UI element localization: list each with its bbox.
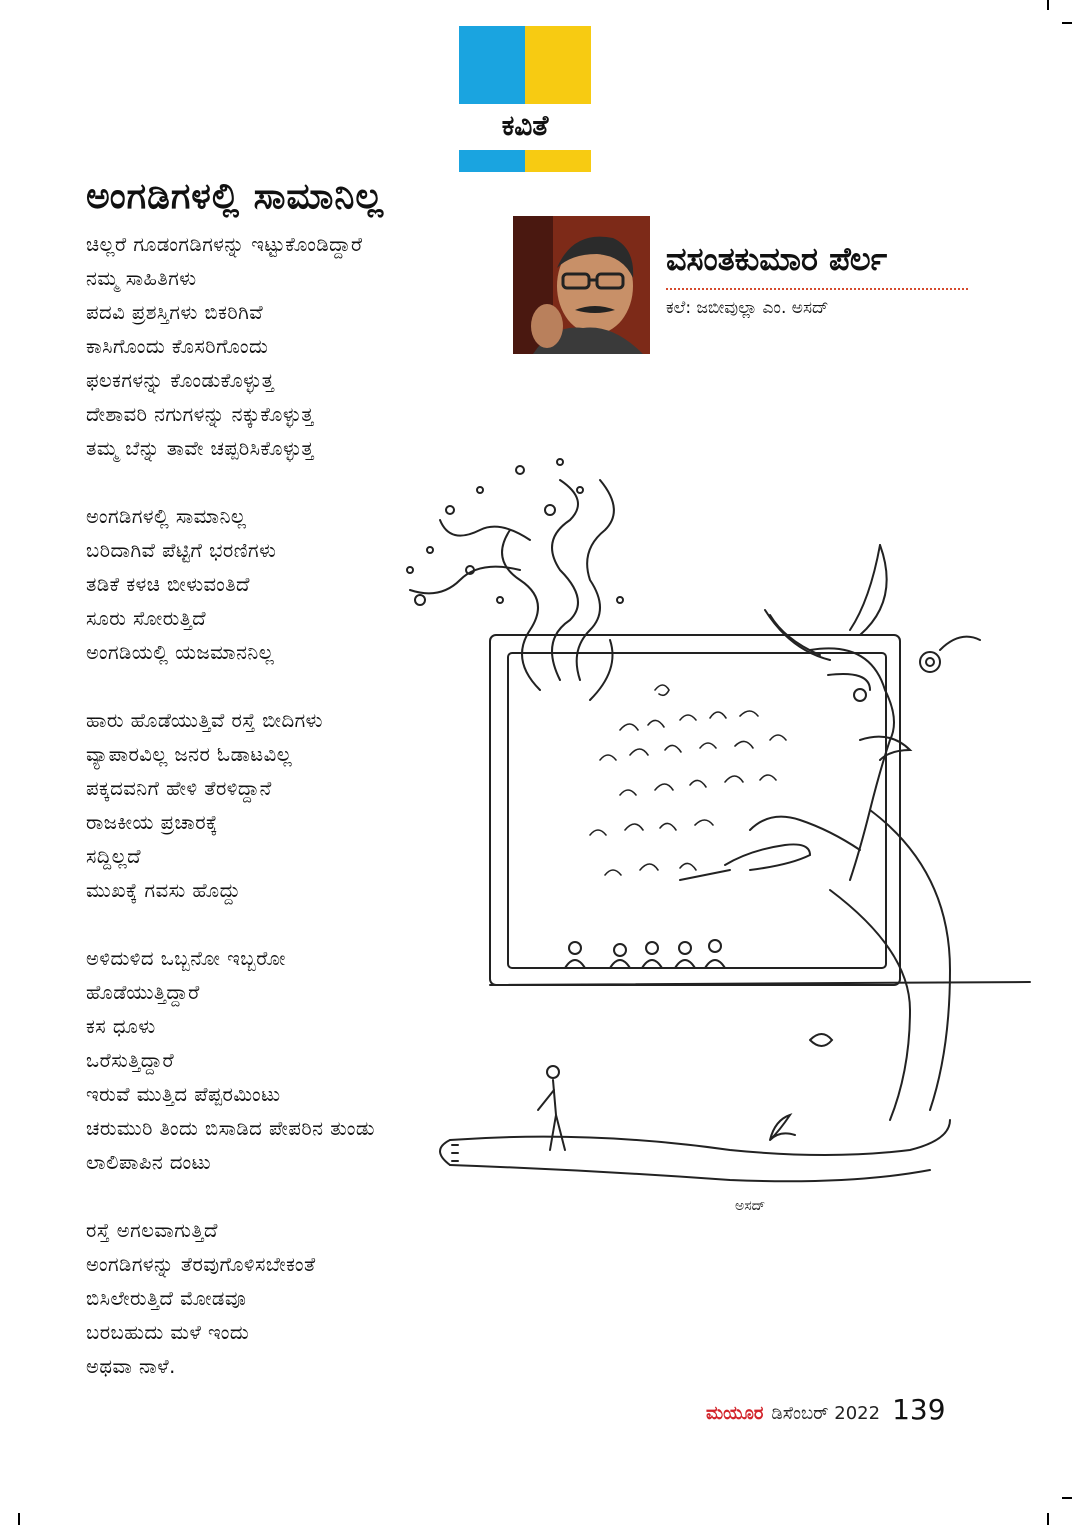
poem-line: ತಮ್ಮ ಬೆನ್ನು ತಾವೇ ಚಪ್ಪರಿಸಿಕೊಳ್ಳುತ್ತ <box>86 437 315 460</box>
poem-line: ಕಸ ಧೂಳು <box>86 1015 156 1038</box>
poem-illustration <box>390 450 1040 1250</box>
poem-line: ಚಿಲ್ಲರೆ ಗೂಡಂಗಡಿಗಳನ್ನು ಇಟ್ಟುಕೊಂಡಿದ್ದಾರೆ <box>86 233 363 256</box>
board-letters-icon <box>590 685 786 875</box>
issue-date: ಡಿಸೆಂಬರ್ 2022 <box>771 1403 881 1424</box>
poem-line: ವ್ಯಾಪಾರವಿಲ್ಲ ಜನರ ಓಡಾಟವಿಲ್ಲ <box>86 743 293 766</box>
crop-mark-top-right <box>1047 0 1049 10</box>
section-label: ಕವಿತೆ <box>501 109 549 142</box>
poem-line: ಅಥವಾ ನಾಳೆ. <box>86 1355 176 1378</box>
poem-line: ತಡಿಕೆ ಕಳಚಿ ಬೀಳುವಂತಿದೆ <box>86 573 250 596</box>
poem-line: ಪಕ್ಕದವನಿಗೆ ಹೇಳಿ ತೆರಳಿದ್ದಾನೆ <box>86 777 272 800</box>
magazine-logo: ಮಯೂರ <box>706 1403 764 1424</box>
badge-yellow-block <box>525 26 591 104</box>
poem-line: ಇರುವೆ ಮುತ್ತಿದ ಪೆಪ್ಪರಮಿಂಟು <box>86 1083 281 1106</box>
poem-line: ಲಾಲಿಪಾಪಿನ ದಂಟು <box>86 1151 212 1174</box>
poem-line: ಹೊಡೆಯುತ್ತಿದ್ದಾರೆ <box>86 981 200 1004</box>
poem-line: ಹಾರು ಹೊಡೆಯುತ್ತಿವೆ ರಸ್ತೆ ಬೀದಿಗಳು <box>86 709 323 732</box>
poem-line: ಬಿಸಿಲೇರುತ್ತಿದೆ ಮೋಡವೂ <box>86 1287 247 1310</box>
author-divider <box>666 288 968 290</box>
badge-yellow-strip <box>525 150 591 172</box>
badge-color-strip <box>459 150 591 172</box>
poem-line: ಅಂಗಡಿಯಲ್ಲಿ ಯಜಮಾನನಿಲ್ಲ <box>86 641 275 664</box>
sprout-icon <box>770 1115 795 1140</box>
page-number: 139 <box>892 1393 946 1426</box>
badge-blue-block <box>459 26 525 104</box>
illustrator-signature: ಅಸದ್ <box>735 1198 766 1214</box>
author-portrait-icon <box>513 216 650 354</box>
poem-line: ರಾಜಕೀಯ ಪ್ರಚಾರಕ್ಕೆ <box>86 811 218 834</box>
crop-mark-bottom-right <box>1047 1513 1049 1525</box>
poem-title: ಅಂಗಡಿಗಳಲ್ಲಿ ಸಾಮಾನಿಲ್ಲ <box>86 176 384 217</box>
poem-line: ಕಾಸಿಗೊಂದು ಕೊಸರಿಗೊಂದು <box>86 335 269 358</box>
poem-line: ದೇಶಾವರಿ ನಗುಗಳನ್ನು ನಕ್ಕುಕೊಳ್ಳುತ್ತ <box>86 403 314 426</box>
crowd-figures-icon <box>565 940 725 968</box>
poem-line: ಅಂಗಡಿಗಳನ್ನು ತೆರವುಗೊಳಿಸಬೇಕಂತೆ <box>86 1253 316 1276</box>
poem-line: ಅಳಿದುಳಿದ ಒಬ್ಬನೋ ಇಬ್ಬರೋ <box>86 947 286 970</box>
section-badge <box>459 26 591 172</box>
page-footer <box>706 1393 946 1426</box>
author-photo <box>513 216 650 354</box>
poem-line: ಪದವಿ ಪ್ರಶಸ್ತಿಗಳು ಬಿಕರಿಗಿವೆ <box>86 301 264 324</box>
crop-mark-right-bottom <box>1062 1497 1072 1499</box>
author-name: ವಸಂತಕುಮಾರ ಪೆರ್ಲ <box>666 240 888 278</box>
crop-mark-bottom-left <box>18 1513 20 1525</box>
poem-line: ಫಲಕಗಳನ್ನು ಕೊಂಡುಕೊಳ್ಳುತ್ತ <box>86 369 275 392</box>
board-frame-icon <box>490 635 1030 985</box>
poem-line: ಸದ್ದಿಲ್ಲದೆ <box>86 845 142 868</box>
poem-line: ಅಂಗಡಿಗಳಲ್ಲಿ ಸಾಮಾನಿಲ್ಲ <box>86 505 247 528</box>
poem-line: ಚರುಮುರಿ ತಿಂದು ಬಿಸಾಡಿದ ಪೇಪರಿನ ತುಂಡು <box>86 1117 375 1140</box>
poem-line: ರಸ್ತೆ ಅಗಲವಾಗುತ್ತಿದೆ <box>86 1219 218 1242</box>
poem-line: ಬರಬಹುದು ಮಳೆ ಇಂದು <box>86 1321 250 1344</box>
badge-color-blocks <box>459 26 591 104</box>
crop-mark-right-top <box>1062 22 1072 24</box>
badge-blue-strip <box>459 150 525 172</box>
poem-line: ಬರಿದಾಗಿವೆ ಪೆಟ್ಟಿಗೆ ಭರಣಿಗಳು <box>86 539 277 562</box>
stanza-1 <box>86 228 516 466</box>
poem-line: ಒರೆಸುತ್ತಿದ್ದಾರೆ <box>86 1049 175 1072</box>
poem-line: ನಮ್ಮ ಸಾಹಿತಿಗಳು <box>86 267 197 290</box>
poem-line: ಮುಖಕ್ಕೆ ಗವಸು ಹೊದ್ದು <box>86 879 241 902</box>
poem-line: ಸೂರು ಸೋರುತ್ತಿದೆ <box>86 607 207 630</box>
scribble-cloud-icon <box>407 459 623 700</box>
art-credit: ಕಲೆ: ಜಬೀವುಲ್ಲಾ ಎಂ. ಅಸದ್ <box>666 298 829 318</box>
